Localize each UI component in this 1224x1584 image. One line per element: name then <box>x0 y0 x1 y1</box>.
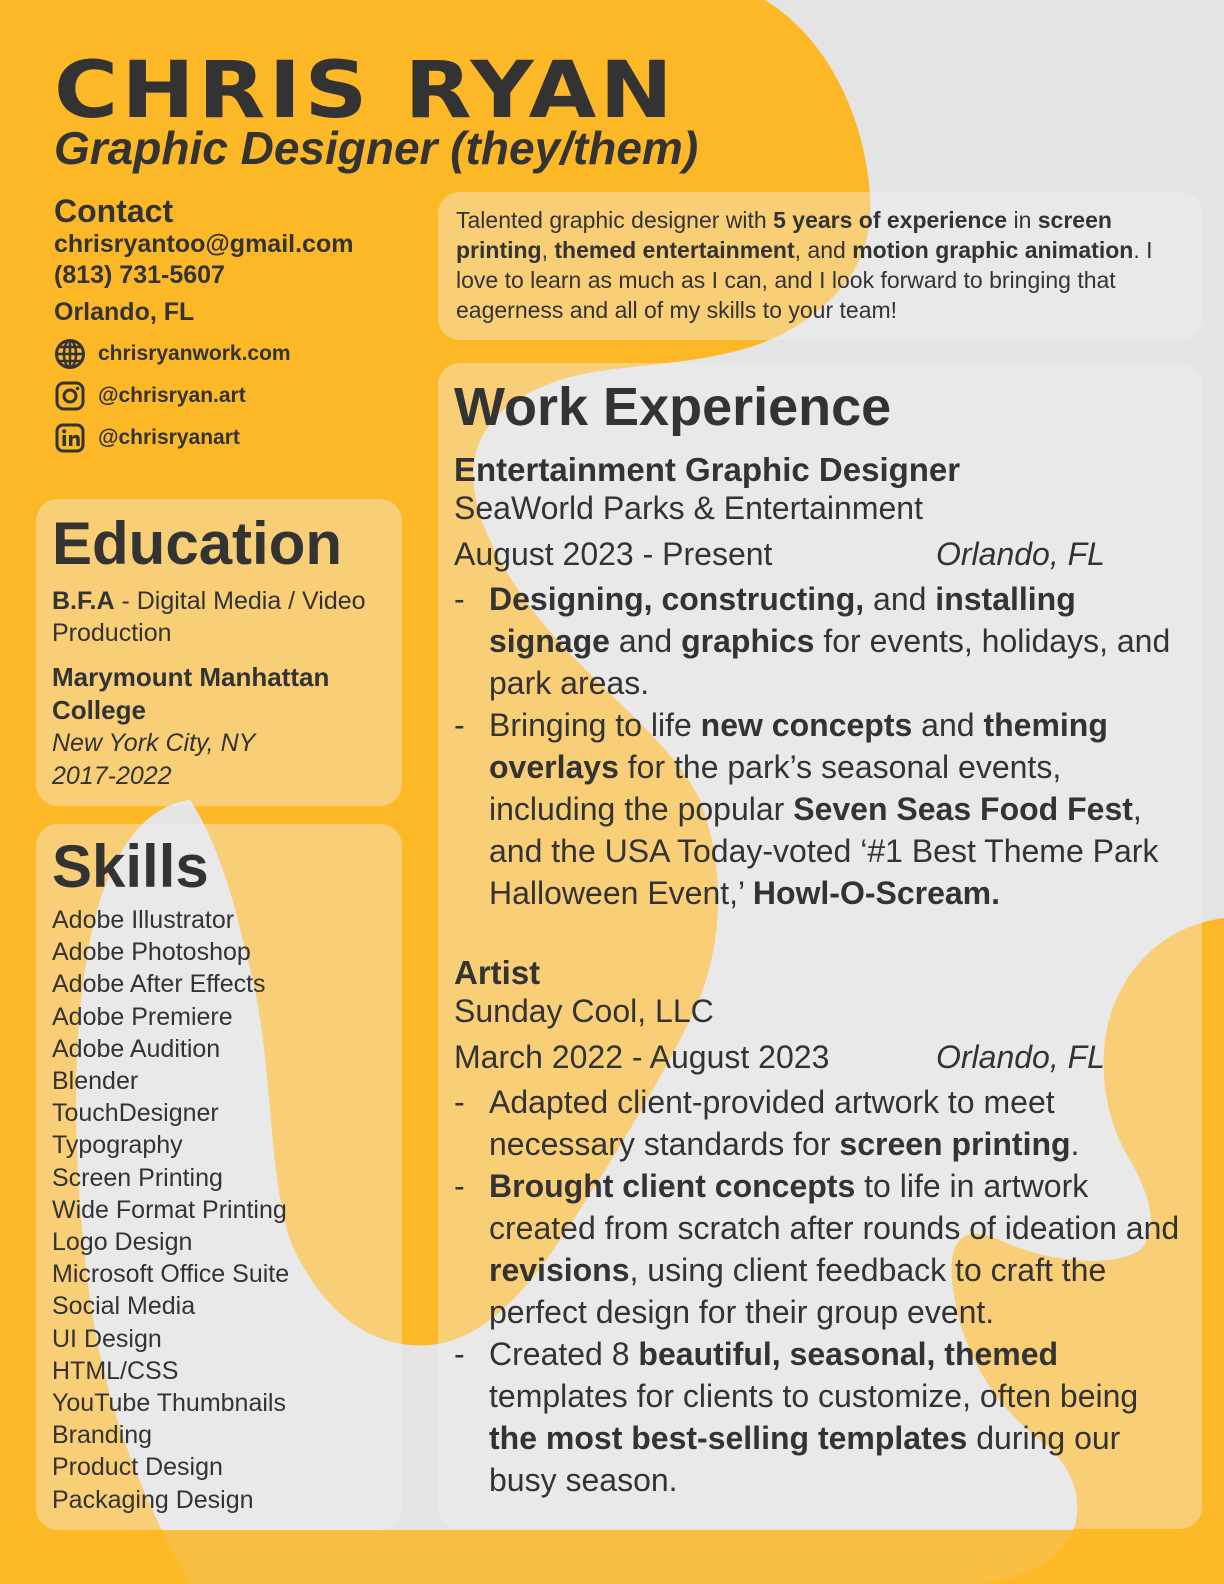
bullet-bold-segment: Howl-O-Scream. <box>752 875 1001 911</box>
bullet-text-segment: for events, holidays, and park areas. <box>489 623 1171 701</box>
bullet-text-segment: to life in artwork created from scratch after rounds of ideation and <box>489 1168 1180 1246</box>
bullet-bold-segment: the most best-selling templates <box>489 1420 968 1456</box>
skill-item: Social Media <box>52 1292 196 1321</box>
job-title: Graphic Designer (they/them) <box>54 122 699 174</box>
skills-panel <box>36 824 402 1530</box>
work-experience-heading: Work Experience <box>454 377 892 437</box>
school-name: Marymount Manhattan College <box>52 662 330 725</box>
skill-item: Branding <box>52 1421 153 1450</box>
skill-item: Microsoft Office Suite <box>52 1260 290 1289</box>
summary-bold-segment: themed entertainment <box>554 237 795 263</box>
job-entry <box>454 451 1186 914</box>
skill-item: Adobe Premiere <box>52 1002 233 1031</box>
linkedin-text: @chrisryanart <box>98 426 240 449</box>
school-location: New York City, NY <box>52 729 256 757</box>
summary-text-segment: , <box>541 237 555 263</box>
skills-heading: Skills <box>52 833 209 900</box>
job-list <box>454 451 1186 1501</box>
skill-item: Blender <box>52 1067 139 1096</box>
website-link[interactable] <box>54 338 434 370</box>
bullet-dash: - <box>454 1168 465 1204</box>
job-bullet <box>454 1333 1186 1501</box>
bullet-text-segment: templates for clients to customize, often being <box>489 1378 1139 1414</box>
skill-item: Logo Design <box>52 1228 193 1257</box>
bullet-text-segment: , and the USA Today-voted ‘#1 Best Theme Park Halloween Event,’ <box>489 791 1159 911</box>
contact-city: Orlando, FL <box>54 298 195 326</box>
job-company: SeaWorld Parks & Entertainment <box>454 490 923 526</box>
skill-item: UI Design <box>52 1324 162 1353</box>
contact-section <box>54 193 434 454</box>
skill-item: Adobe Audition <box>52 1034 221 1063</box>
job-bullet-list <box>454 1081 1186 1501</box>
bullet-bold-segment: Seven Seas Food Fest <box>793 791 1133 827</box>
bullet-text-segment: during our busy season. <box>489 1420 1121 1498</box>
skill-list <box>52 904 386 1516</box>
bullet-text-segment: for the park’s seasonal events, including the popular <box>489 749 1062 827</box>
skill-item: HTML/CSS <box>52 1356 179 1385</box>
bullet-bold-segment: screen printing <box>839 1126 1071 1162</box>
bullet-text-segment: and <box>912 707 984 743</box>
bullet-text-segment: and <box>609 623 682 659</box>
job-date-range: March 2022 - August 2023 <box>454 1039 830 1075</box>
summary-text <box>456 205 1184 325</box>
skill-item: Adobe After Effects <box>52 970 266 999</box>
job-company: Sunday Cool, LLC <box>454 993 714 1029</box>
bullet-dash: - <box>454 1336 465 1372</box>
work-experience-panel <box>438 363 1202 1529</box>
bullet-bold-segment: revisions <box>489 1252 630 1288</box>
bullet-bold-segment: Brought client concepts <box>489 1168 856 1204</box>
degree-field: - Digital Media / Video Production <box>52 587 366 647</box>
job-entry <box>454 954 1186 1501</box>
education-heading: Education <box>52 510 343 577</box>
bullet-bold-segment: Designing, constructing, <box>489 581 865 617</box>
globe-icon <box>54 338 86 370</box>
degree <box>52 585 386 649</box>
job-dates-row <box>454 1038 1186 1076</box>
bullet-text-segment: Bringing to life <box>489 707 701 743</box>
job-bullet <box>454 578 1186 704</box>
job-location: Orlando, FL <box>936 536 1105 572</box>
bullet-text-segment: Created 8 <box>489 1336 639 1372</box>
skill-item: Packaging Design <box>52 1485 254 1514</box>
linkedin-icon <box>54 422 86 454</box>
bullet-dash: - <box>454 1084 465 1120</box>
skill-item: Typography <box>52 1131 183 1160</box>
skill-item: Product Design <box>52 1453 223 1482</box>
summary-text-segment: , and <box>794 237 853 263</box>
skill-item: TouchDesigner <box>52 1099 219 1128</box>
summary-panel <box>438 192 1202 340</box>
job-bullet <box>454 1081 1186 1165</box>
bullet-text-segment: , using client feedback to craft the perfect design for their group event. <box>489 1252 1107 1330</box>
contact-heading: Contact <box>54 193 174 229</box>
skill-item: Adobe Illustrator <box>52 906 235 934</box>
bullet-text-segment: . <box>1070 1126 1080 1162</box>
bullet-dash: - <box>454 581 465 617</box>
school-years: 2017-2022 <box>52 762 172 790</box>
job-date-range: August 2023 - Present <box>454 536 773 572</box>
website-text: chrisryanwork.com <box>98 342 291 365</box>
linkedin-link[interactable] <box>54 422 434 454</box>
bullet-text-segment: and <box>864 581 936 617</box>
bullet-bold-segment: theming overlays <box>489 707 1108 785</box>
phone-number[interactable]: (813) 731-5607 <box>54 261 225 289</box>
job-location: Orlando, FL <box>936 1039 1105 1075</box>
education-panel <box>36 499 402 806</box>
bullet-bold-segment: new concepts <box>700 707 913 743</box>
applicant-name: CHRIS RYAN <box>54 46 677 136</box>
job-bullet-list <box>454 578 1186 914</box>
job-role: Artist <box>454 954 541 991</box>
summary-bold-segment: motion graphic animation <box>852 237 1134 263</box>
bullet-bold-segment: graphics <box>681 623 815 659</box>
instagram-link[interactable] <box>54 380 434 412</box>
skill-item: YouTube Thumbnails <box>52 1389 286 1418</box>
summary-text-segment: in <box>1007 207 1038 233</box>
summary-bold-segment: screen printing <box>456 207 1112 263</box>
job-bullet <box>454 1165 1186 1333</box>
job-role: Entertainment Graphic Designer <box>454 451 961 488</box>
instagram-icon <box>54 380 86 412</box>
summary-text-segment: . I love to learn as much as I can, and I look forward to bringing that eagerness and all of my skills to your team! <box>456 237 1153 323</box>
job-dates-row <box>454 535 1186 573</box>
summary-bold-segment: 5 years of experience <box>773 207 1008 233</box>
bullet-text-segment: Adapted client-provided artwork to meet necessary standards for <box>489 1084 1055 1162</box>
skill-item: Wide Format Printing <box>52 1195 287 1224</box>
summary-text-segment: Talented graphic designer with <box>456 207 774 233</box>
bullet-bold-segment: beautiful, seasonal, themed <box>638 1336 1059 1372</box>
job-bullet <box>454 704 1186 914</box>
email-address[interactable]: chrisryantoo@gmail.com <box>54 230 354 258</box>
skill-item: Screen Printing <box>52 1163 223 1192</box>
bullet-dash: - <box>454 707 465 743</box>
instagram-text: @chrisryan.art <box>98 384 246 407</box>
skill-item: Adobe Photoshop <box>52 938 251 967</box>
degree-abbreviation: B.F.A <box>52 587 115 615</box>
bullet-bold-segment: installing signage <box>489 581 1076 659</box>
